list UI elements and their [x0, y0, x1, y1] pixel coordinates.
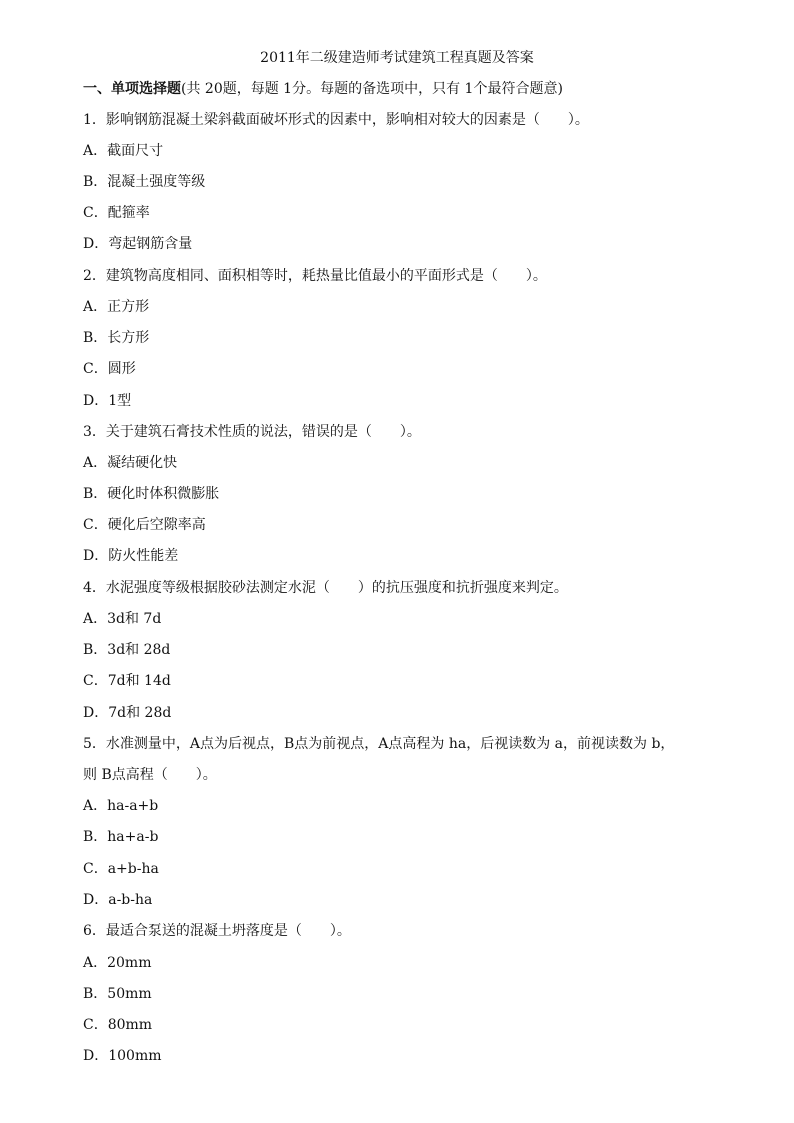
question-4-option-d: D．7d和 28d	[83, 705, 172, 721]
question-3-stem: 3．关于建筑石膏技术性质的说法，错误的是（ ）。	[83, 424, 421, 440]
question-5-option-d: D．a-b-ha	[83, 892, 153, 908]
question-4-stem: 4．水泥强度等级根据胶砂法测定水泥（ ）的抗压强度和抗折强度来判定。	[83, 580, 568, 596]
question-4-option-a: A．3d和 7d	[83, 611, 162, 627]
question-6-option-c: C．80mm	[83, 1017, 153, 1033]
question-2-option-d: D．1型	[83, 393, 132, 409]
question-5-stem: 5．水准测量中，A点为后视点，B点为前视点，A点高程为 ha，后视读数为 a，前视读数为 b，	[83, 736, 675, 752]
question-3-option-a: A．凝结硬化快	[83, 455, 178, 471]
question-5-option-a: A．ha-a+b	[83, 798, 159, 814]
question-3-option-b: B．硬化时体积微膨胀	[83, 486, 220, 502]
question-4-option-b: B．3d和 28d	[83, 642, 171, 658]
question-6-option-b: B．50mm	[83, 986, 152, 1002]
document-title: 2011年二级建造师考试建筑工程真题及答案	[260, 50, 534, 66]
question-6-option-a: A．20mm	[83, 955, 152, 971]
question-4-option-c: C．7d和 14d	[83, 673, 171, 689]
question-1-option-d: D．弯起钢筋含量	[83, 236, 193, 252]
question-6-stem: 6．最适合泵送的混凝土坍落度是（ ）。	[83, 923, 351, 939]
question-2-option-a: A．正方形	[83, 299, 150, 315]
section-heading	[83, 79, 773, 99]
question-1-option-c: C．配箍率	[83, 205, 150, 221]
question-2-option-b: B．长方形	[83, 330, 150, 346]
section-heading-label: 一、单项选择题	[83, 81, 181, 97]
question-3-option-d: D．防火性能差	[83, 548, 179, 564]
question-5-stem-continued: 则 B点高程（ ）。	[83, 767, 217, 783]
question-1-option-a: A．截面尺寸	[83, 143, 164, 159]
question-2-stem: 2．建筑物高度相同、面积相等时，耗热量比值最小的平面形式是（ ）。	[83, 268, 547, 284]
question-3-option-c: C．硬化后空隙率高	[83, 517, 206, 533]
question-2-option-c: C．圆形	[83, 361, 136, 377]
question-5-option-c: C．a+b-ha	[83, 861, 159, 877]
question-1-stem: 1．影响钢筋混凝土梁斜截面破坏形式的因素中，影响相对较大的因素是（ ）。	[83, 112, 589, 128]
question-1-option-b: B．混凝土强度等级	[83, 174, 206, 190]
question-6-option-d: D．100mm	[83, 1048, 162, 1064]
question-5-option-b: B．ha+a-b	[83, 829, 159, 845]
section-heading-note: (共 20题，每题 1分。每题的备选项中，只有 1个最符合题意)	[181, 81, 563, 97]
